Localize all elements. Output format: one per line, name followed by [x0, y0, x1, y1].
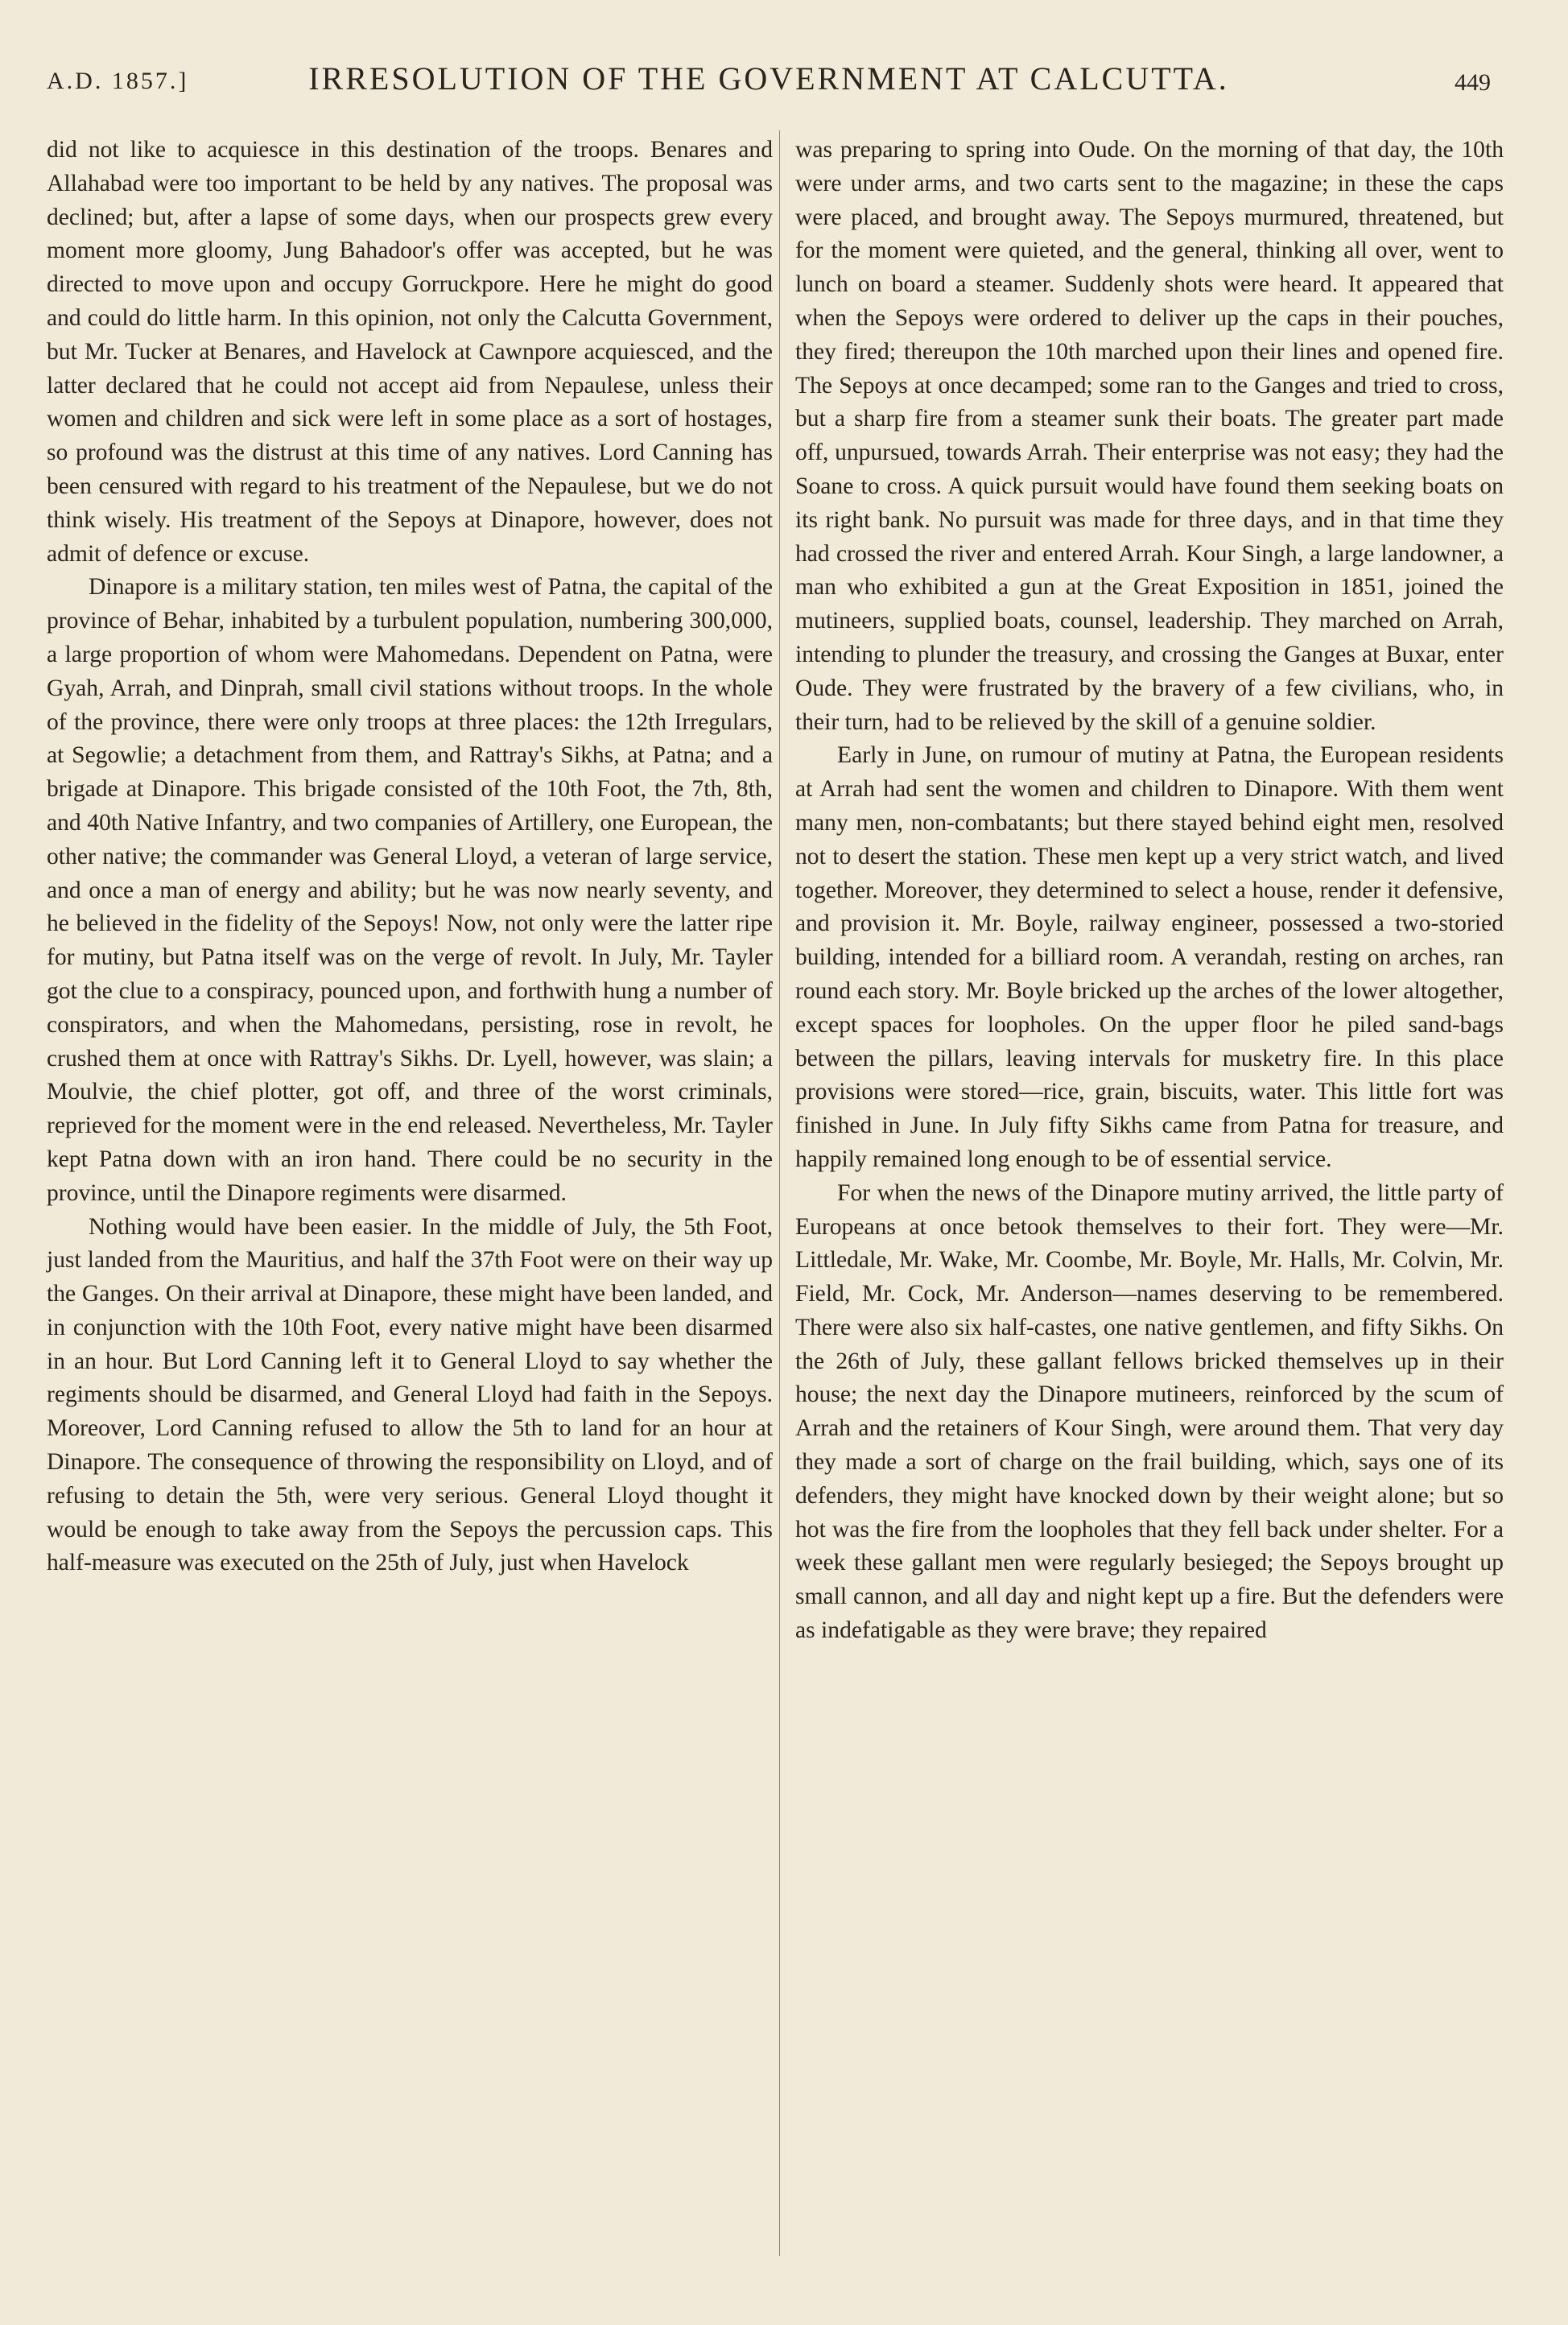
paragraph: did not like to acquiesce in this destination of the troops. Benares and Allahabad were too important to be held by any natives. The proposal was declined; but, after a lapse of some days, when our prospects grew every moment more gloomy, Jung Bahadoor's offer was accepted, but he was directed to move upon and occupy Gorruckpore. Here he might do good and could do little harm. In this opinion, not only the Calcutta Government, but Mr. Tucker at Benares, and Havelock at Cawnpore acquiesced, and the latter declared that he could not accept aid from Nepaulese, unless their women and children and sick were left in some place as a sort of hostages, so profound was the distrust at this time of any natives. Lord Canning has been censured with regard to his treatment of the Nepaulese, but we do not think wisely. His treatment of the Sepoys at Dinapore, however, does not admit of defence or excuse.	[47, 137, 773, 567]
right-column	[795, 134, 1504, 1648]
page-header	[47, 60, 1491, 108]
paragraph: Nothing would have been easier. In the middle of July, the 5th Foot, just landed from the Mauritius, and half the 37th Foot were on their way up the Ganges. On their arrival at Dinapore, these might have been landed, and in conjunction with the 10th Foot, every native might have been disarmed in an hour. But Lord Canning left it to General Lloyd to say whether the regiments should be disarmed, and General Lloyd had faith in the Sepoys. Moreover, Lord Canning refused to allow the 5th to land for an hour at Dinapore. The consequence of throwing the responsibility on Lloyd, and of refusing to detain the 5th, were very serious. General Lloyd thought it would be enough to take away from the Sepoys the percussion caps. This half-measure was executed on the 25th of July, just when Havelock	[47, 1213, 773, 1576]
paragraph: For when the news of the Dinapore mutiny arrived, the little party of Europeans at once betook themselves to their fort. They were—Mr. Littledale, Mr. Wake, Mr. Coombe, Mr. Boyle, Mr. Halls, Mr. Colvin, Mr. Field, Mr. Cock, Mr. Anderson—names deserving to be remembered. There were also six half-castes, one native gentlemen, and fifty Sikhs. On the 26th of July, these gallant fellows bricked themselves up in their house; the next day the Dinapore mutineers, reinforced by the scum of Arrah and the retainers of Kour Singh, were around them. That very day they made a sort of charge on the frail building, which, says one of its defenders, they might have knocked down by their weight alone; but so hot was the fire from the loopholes that they fell back under shelter. For a week these gallant men were regularly besieged; the Sepoys brought up small cannon, and all day and night kept up a fire. But the defenders were as indefatigable as they were brave; they repaired	[795, 1179, 1504, 1644]
paragraph: was preparing to spring into Oude. On the morning of that day, the 10th were under arms, and two carts sent to the magazine; in these the caps were placed, and brought away. The Sepoys murmured, threatened, but for the moment were quieted, and the general, thinking all over, went to lunch on board a steamer. Suddenly shots were heard. It appeared that when the Sepoys were ordered to deliver up the caps in their pouches, they fired; thereupon the 10th marched upon their lines and opened fire. The Sepoys at once decamped; some ran to the Ganges and tried to cross, but a sharp fire from a steamer sunk their boats. The greater part made off, unpursued, towards Arrah. Their enterprise was not easy; they had the Soane to cross. A quick pursuit would have found them seeking boats on its right bank. No pursuit was made for three days, and in that time they had crossed the river and entered Arrah. Kour Singh, a large landowner, a man who exhibited a gun at the Great Exposition in 1851, joined the mutineers, supplied boats, counsel, leadership. They marched on Arrah, intending to plunder the treasury, and crossing the Ganges at Buxar, enter Oude. They were frustrated by the bravery of a few civilians, who, in their turn, had to be relieved by the skill of a genuine soldier.	[795, 137, 1504, 735]
running-title: IRRESOLUTION OF THE GOVERNMENT AT CALCUTTA.	[308, 60, 1229, 97]
paragraph: Dinapore is a military station, ten miles west of Patna, the capital of the province of Behar, inhabited by a turbulent population, numbering 300,000, a large proportion of whom were Mahomedans. Dependent on Patna, were Gyah, Arrah, and Dinprah, small civil stations without troops. In the whole of the province, there were only troops at three places: the 12th Irregulars, at Segowlie; a detachment from them, and Rattray's Sikhs, at Patna; and a brigade at Dinapore. This brigade consisted of the 10th Foot, the 7th, 8th, and 40th Native Infantry, and two companies of Artillery, one European, the other native; the commander was General Lloyd, a veteran of large service, and once a man of energy and ability; but he was now nearly seventy, and he believed in the fidelity of the Sepoys! Now, not only were the latter ripe for mutiny, but Patna itself was on the verge of revolt. In July, Mr. Tayler got the clue to a conspiracy, pounced upon, and forthwith hung a number of conspirators, and when the Mahomedans, persisting, rose in revolt, he crushed them at once with Rattray's Sikhs. Dr. Lyell, however, was slain; a Moulvie, the chief plotter, got off, and three of the worst criminals, reprieved for the moment were in the end released. Nevertheless, Mr. Tayler kept Patna down with an iron hand. There could be no security in the province, until the Dinapore regiments were disarmed.	[47, 574, 773, 1206]
paragraph: Early in June, on rumour of mutiny at Patna, the European residents at Arrah had sent the women and children to Dinapore. With them went many men, non-combatants; but there stayed behind eight men, resolved not to desert the station. These men kept up a very strict watch, and lived together. Moreover, they determined to select a house, render it defensive, and provision it. Mr. Boyle, railway engineer, possessed a two-storied building, intended for a billiard room. A verandah, resting on arches, ran round each story. Mr. Boyle bricked up the arches of the lower altogether, except spaces for loopholes. On the upper floor he piled sand-bags between the pillars, leaving intervals for musketry fire. In this place provisions were stored—rice, grain, biscuits, water. This little fort was finished in June. In July fifty Sikhs came from Patna for treasure, and happily remained long enough to be of essential service.	[795, 742, 1504, 1172]
page-number: 449	[1455, 69, 1491, 96]
header-year: A.D. 1857.]	[47, 68, 189, 94]
left-column	[47, 134, 773, 1580]
column-divider	[779, 130, 780, 2256]
